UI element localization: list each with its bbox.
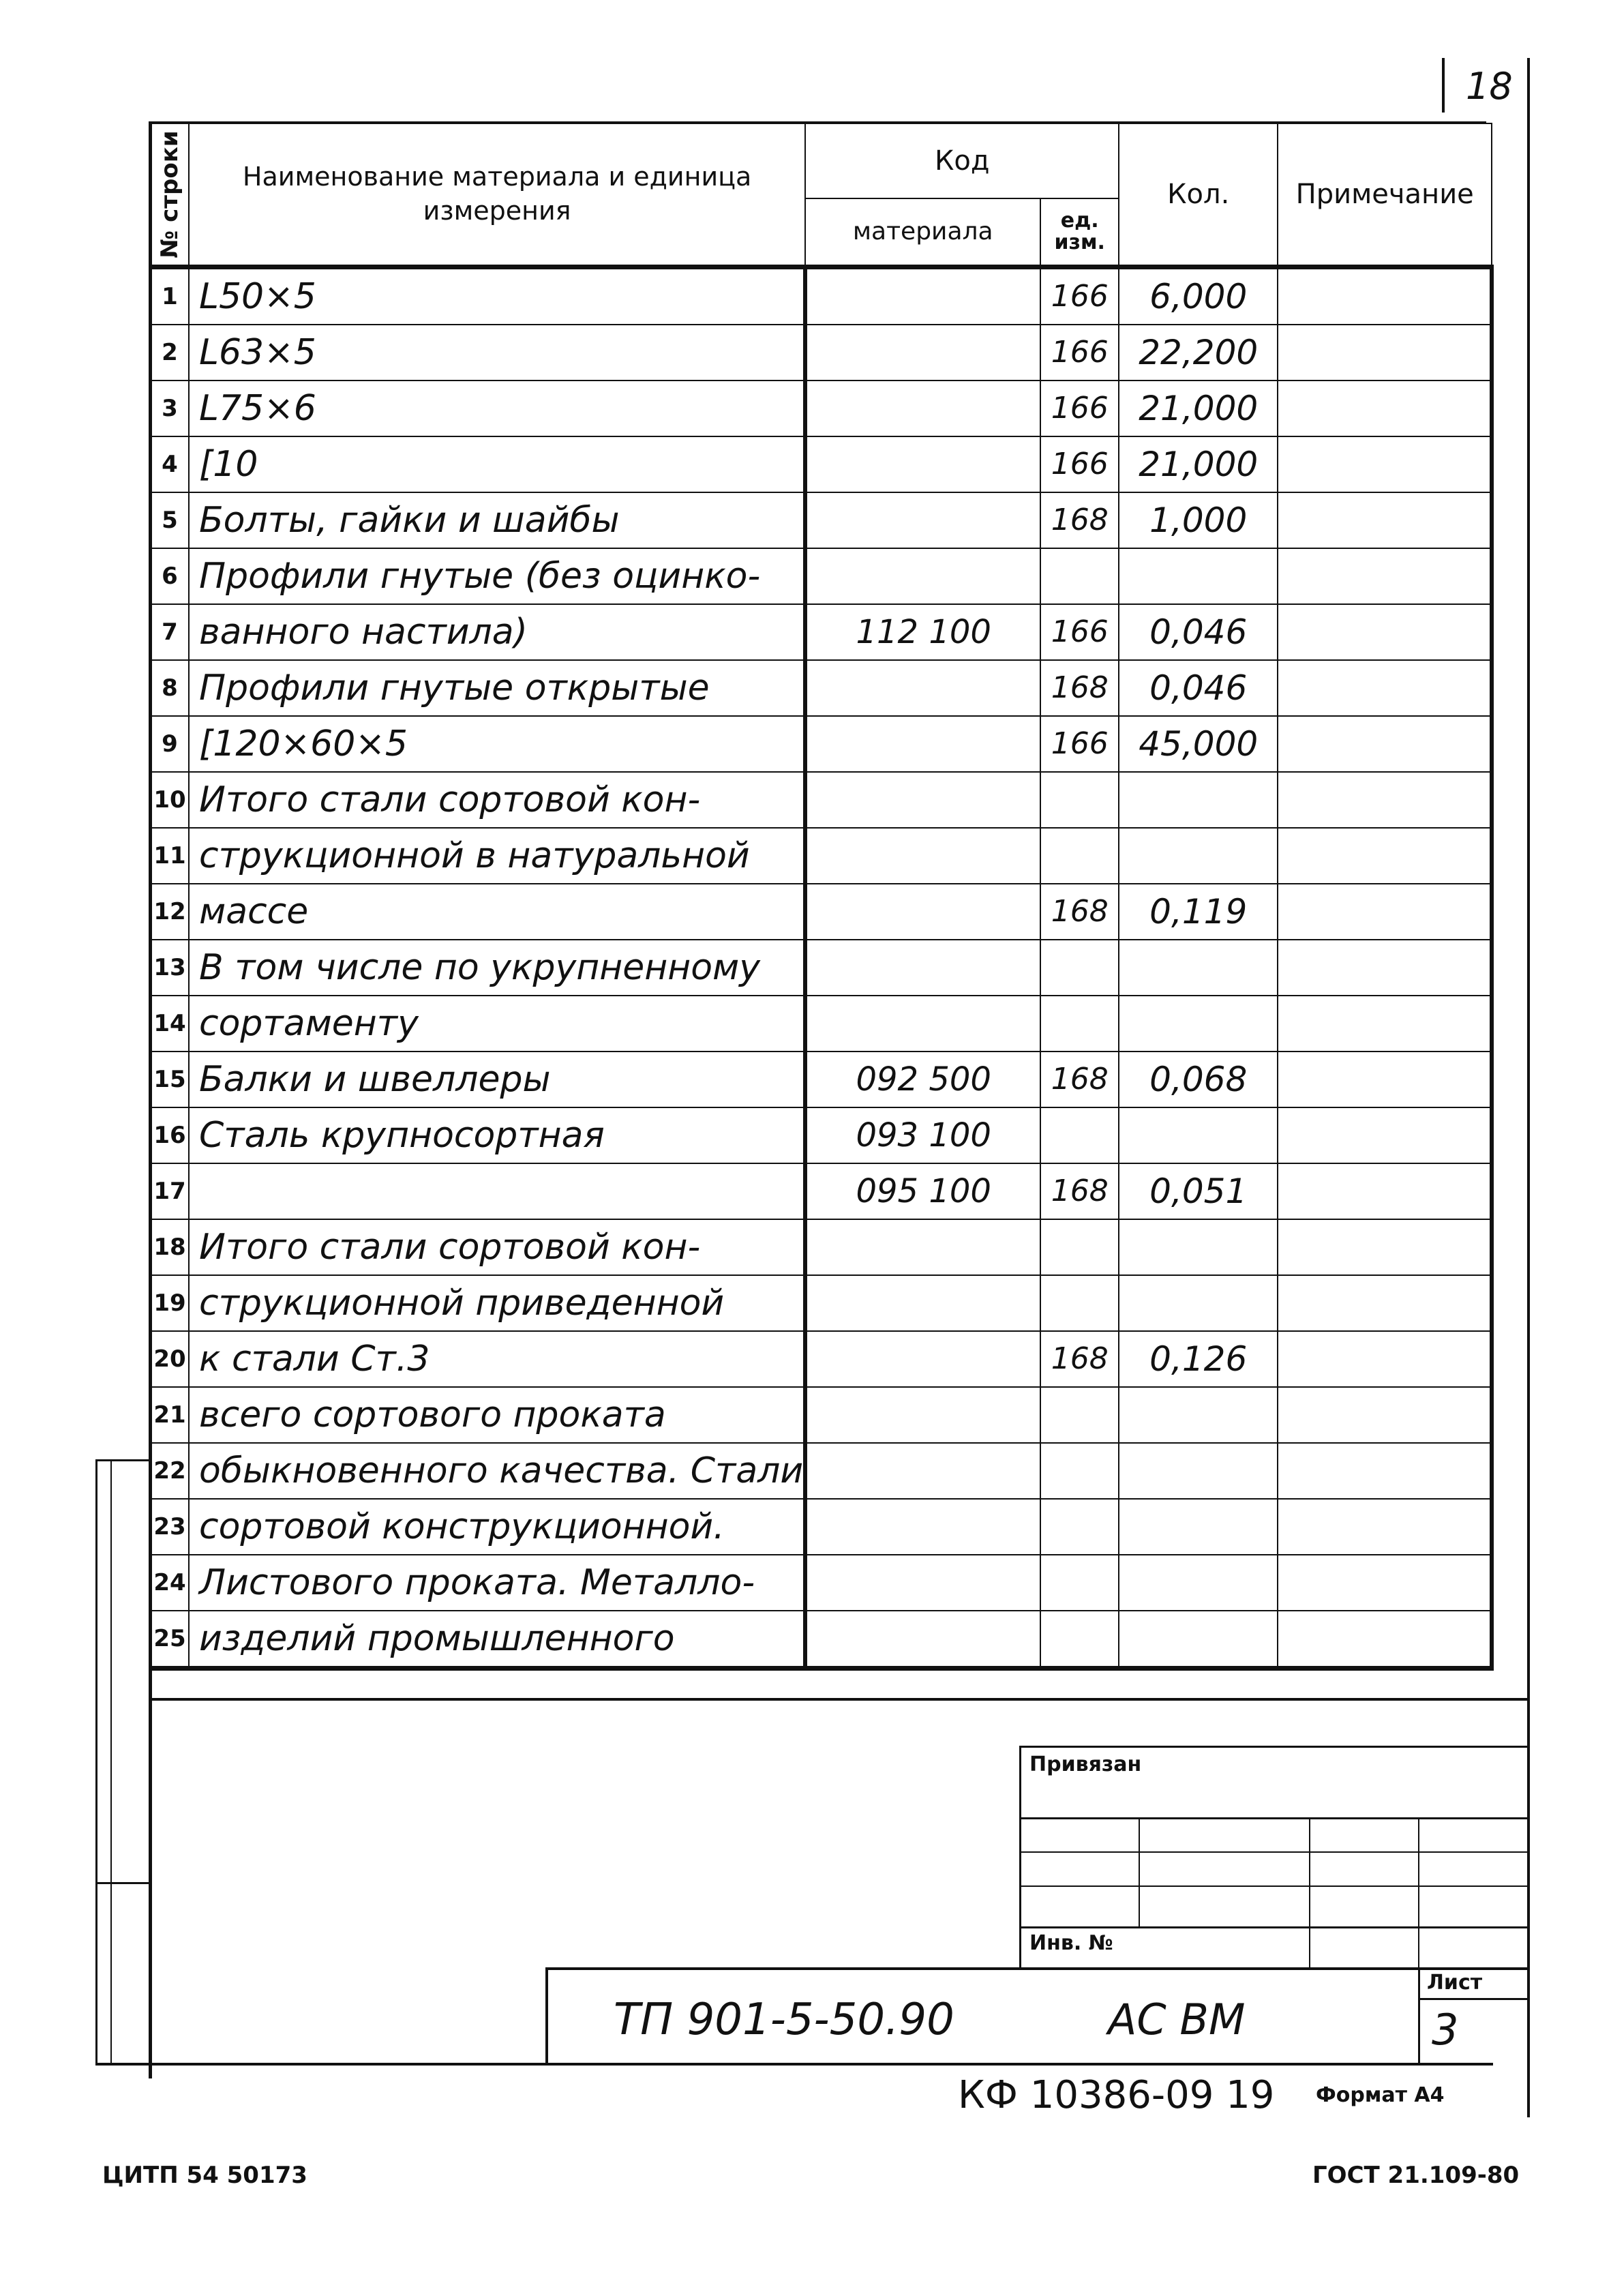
project-designation: ТП 901-5-50.90 [614,1995,954,2045]
row-number-cell: 15 [151,1052,189,1107]
note-cell [1278,492,1492,548]
unit-code-cell [1040,1275,1119,1331]
table-row [151,436,1492,492]
material-code-cell [805,1611,1040,1669]
page-number: 18 [1466,65,1513,108]
quantity-cell [1119,828,1278,884]
unit-code-cell: 168 [1040,1331,1119,1387]
table-row [151,604,1492,660]
row-number-cell: 9 [151,716,189,772]
material-name-cell: Болты, гайки и шайбы [189,492,805,548]
note-cell [1278,436,1492,492]
note-cell [1278,548,1492,604]
row-number-cell: 14 [151,996,189,1052]
row-number-cell: 13 [151,940,189,996]
header-material-name: Наименование материала и единица измерения [189,123,805,267]
material-code-cell [805,1275,1040,1331]
material-name-cell: Профили гнутые (без оцинко- [189,548,805,604]
table-row [151,1499,1492,1555]
note-cell [1278,660,1492,716]
quantity-cell [1119,1219,1278,1275]
unit-code-cell [1040,1387,1119,1443]
material-code-cell [805,1443,1040,1499]
table-row [151,828,1492,884]
note-cell [1278,996,1492,1052]
side-stamp-left [95,1459,97,2063]
table-row [151,1107,1492,1163]
unit-code-cell: 166 [1040,267,1119,325]
header-code-unit: ед. изм. [1040,198,1119,267]
table-row [151,1443,1492,1499]
material-name-cell: Листового проката. Металло- [189,1555,805,1611]
row-number-cell: 12 [151,884,189,940]
unit-code-cell: 166 [1040,604,1119,660]
quantity-cell: 0,126 [1119,1331,1278,1387]
note-cell [1278,1219,1492,1275]
material-code-cell [805,1331,1040,1387]
material-name-cell: обыкновенного качества. Стали [189,1443,805,1499]
material-name-cell: изделий промышленного [189,1611,805,1669]
row-number-cell: 22 [151,1443,189,1499]
material-name-cell: сортовой конструкционной. [189,1499,805,1555]
material-name-cell: Балки и швеллеры [189,1052,805,1107]
material-name-cell: Сталь крупносортная [189,1107,805,1163]
material-code-cell [805,940,1040,996]
note-cell [1278,1163,1492,1219]
note-cell [1278,940,1492,996]
material-name-cell: [120×60×5 [189,716,805,772]
unit-code-cell [1040,1443,1119,1499]
unit-code-cell: 166 [1040,381,1119,436]
row-number-cell: 5 [151,492,189,548]
material-name-cell: Итого стали сортовой кон- [189,1219,805,1275]
note-cell [1278,1443,1492,1499]
material-code-cell [805,996,1040,1052]
table-row [151,772,1492,828]
material-name-cell: В том числе по укрупненному [189,940,805,996]
quantity-cell [1119,1107,1278,1163]
unit-code-cell [1040,1555,1119,1611]
footer-standard: ГОСТ 21.109-80 [1312,2162,1520,2189]
bound-label: Привязан [1029,1753,1142,1776]
row-number-cell: 23 [151,1499,189,1555]
stamp-bound-top [1019,1746,1527,1748]
quantity-cell: 0,046 [1119,660,1278,716]
unit-code-cell [1040,1219,1119,1275]
row-number-cell: 19 [151,1275,189,1331]
table-row [151,716,1492,772]
material-name-cell: L63×5 [189,325,805,381]
stamp-grid-v2 [1309,1817,1310,1967]
unit-code-cell: 166 [1040,436,1119,492]
sheet-cell-divider [1418,1998,1527,2000]
note-cell [1278,1555,1492,1611]
format-label: Формат А4 [1316,2083,1445,2107]
table-row [151,267,1492,325]
note-cell [1278,1387,1492,1443]
material-code-cell: 093 100 [805,1107,1040,1163]
sheet-label: Лист [1427,1971,1483,1995]
stamp-h0 [152,1698,1527,1701]
table-row [151,1219,1492,1275]
quantity-cell [1119,1611,1278,1669]
row-number-cell: 3 [151,381,189,436]
quantity-cell [1119,548,1278,604]
quantity-cell: 0,046 [1119,604,1278,660]
row-number-cell: 20 [151,1331,189,1387]
page-number-divider [1442,58,1445,113]
table-row [151,325,1492,381]
note-cell [1278,1052,1492,1107]
unit-code-cell: 168 [1040,1163,1119,1219]
quantity-cell [1119,772,1278,828]
header-code: Код [805,123,1119,198]
note-cell [1278,884,1492,940]
material-spec-table [150,123,1494,1671]
material-code-cell [805,1555,1040,1611]
material-name-cell: Профили гнутые открытые [189,660,805,716]
note-cell [1278,828,1492,884]
side-stamp-col [110,1459,112,2063]
material-code-cell [805,325,1040,381]
note-cell [1278,1331,1492,1387]
stamp-grid-h2 [1019,1851,1527,1853]
material-name-cell: L50×5 [189,267,805,325]
title-block-top [545,1967,1527,1970]
row-number-cell: 21 [151,1387,189,1443]
row-number-cell: 10 [151,772,189,828]
stamp-grid-h1 [1019,1817,1527,1819]
unit-code-cell: 168 [1040,1052,1119,1107]
note-cell [1278,1275,1492,1331]
table-row [151,1163,1492,1219]
table-row [151,660,1492,716]
row-number-cell: 7 [151,604,189,660]
quantity-cell [1119,996,1278,1052]
material-code-cell [805,1387,1040,1443]
inventory-label: Инв. № [1029,1931,1113,1955]
row-number-cell: 11 [151,828,189,884]
material-code-cell [805,1499,1040,1555]
note-cell [1278,1107,1492,1163]
stamp-bound-left [1019,1746,1021,1967]
row-number-cell: 6 [151,548,189,604]
unit-code-cell: 166 [1040,716,1119,772]
unit-code-cell: 168 [1040,660,1119,716]
unit-code-cell [1040,1499,1119,1555]
row-number-cell: 25 [151,1611,189,1669]
material-code-cell [805,660,1040,716]
table-row [151,1275,1492,1331]
side-stamp-top [95,1459,150,1461]
row-number-cell: 4 [151,436,189,492]
material-code-cell: 095 100 [805,1163,1040,1219]
frame-right [1527,58,1530,2117]
material-name-cell: всего сортового проката [189,1387,805,1443]
unit-code-cell [1040,940,1119,996]
material-code-cell [805,884,1040,940]
header-row-number: № строки [151,123,189,267]
quantity-cell [1119,1387,1278,1443]
material-code-cell [805,436,1040,492]
quantity-cell [1119,1499,1278,1555]
stamp-grid-h3 [1019,1885,1527,1887]
quantity-cell: 45,000 [1119,716,1278,772]
table-row [151,884,1492,940]
quantity-cell: 21,000 [1119,436,1278,492]
material-code-cell [805,492,1040,548]
note-cell [1278,772,1492,828]
material-name-cell: к стали Ст.3 [189,1331,805,1387]
material-name-cell: струкционной в натуральной [189,828,805,884]
header-code-material: материала [805,198,1040,267]
material-name-cell: ванного настила) [189,604,805,660]
note-cell [1278,1499,1492,1555]
row-number-cell: 1 [151,267,189,325]
note-cell [1278,381,1492,436]
material-code-cell [805,772,1040,828]
row-number-cell: 8 [151,660,189,716]
quantity-cell: 0,051 [1119,1163,1278,1219]
material-code-cell: 092 500 [805,1052,1040,1107]
quantity-cell: 0,119 [1119,884,1278,940]
unit-code-cell [1040,996,1119,1052]
row-number-cell: 16 [151,1107,189,1163]
stamp-grid-v3 [1418,1817,1419,1967]
material-code-cell [805,548,1040,604]
material-name-cell: струкционной приведенной [189,1275,805,1331]
table-row [151,548,1492,604]
row-number-cell: 2 [151,325,189,381]
row-number-cell: 18 [151,1219,189,1275]
frame-bottom [95,2063,1493,2066]
sheet-cell-left [1418,1967,1420,2063]
table-row [151,940,1492,996]
unit-code-cell [1040,828,1119,884]
table-row [151,1611,1492,1669]
note-cell [1278,1611,1492,1669]
unit-code-cell: 166 [1040,325,1119,381]
unit-code-cell [1040,1107,1119,1163]
row-number-cell: 17 [151,1163,189,1219]
footer-print-code: ЦИТП 54 50173 [102,2162,307,2189]
table-row [151,381,1492,436]
sheet-number: 3 [1432,2005,1459,2055]
quantity-cell [1119,1443,1278,1499]
archive-number: КФ 10386-09 19 [958,2073,1275,2117]
stamp-grid-v1 [1139,1817,1140,1926]
table-row [151,492,1492,548]
quantity-cell: 1,000 [1119,492,1278,548]
material-name-cell: массе [189,884,805,940]
quantity-cell: 22,200 [1119,325,1278,381]
table-row [151,1052,1492,1107]
material-name-cell [189,1163,805,1219]
unit-code-cell: 168 [1040,884,1119,940]
material-code-cell [805,828,1040,884]
quantity-cell: 0,068 [1119,1052,1278,1107]
quantity-cell [1119,940,1278,996]
material-code-cell [805,267,1040,325]
note-cell [1278,716,1492,772]
note-cell [1278,267,1492,325]
table-row [151,996,1492,1052]
note-cell [1278,325,1492,381]
table-row [151,1387,1492,1443]
material-name-cell: Итого стали сортовой кон- [189,772,805,828]
material-name-cell: [10 [189,436,805,492]
note-cell [1278,604,1492,660]
document-code: АС ВМ [1108,1995,1246,2044]
header-quantity: Кол. [1119,123,1278,267]
unit-code-cell [1040,1611,1119,1669]
quantity-cell: 21,000 [1119,381,1278,436]
quantity-cell [1119,1275,1278,1331]
material-code-cell: 112 100 [805,604,1040,660]
side-stamp-divider [95,1882,150,1884]
unit-code-cell [1040,772,1119,828]
quantity-cell: 6,000 [1119,267,1278,325]
header-note: Примечание [1278,123,1492,267]
quantity-cell [1119,1555,1278,1611]
table-row [151,1331,1492,1387]
material-name-cell: L75×6 [189,381,805,436]
unit-code-cell: 168 [1040,492,1119,548]
material-name-cell: сортаменту [189,996,805,1052]
row-number-cell: 24 [151,1555,189,1611]
material-code-cell [805,381,1040,436]
table-row [151,1555,1492,1611]
material-code-cell [805,716,1040,772]
title-block-left [545,1967,548,2063]
material-code-cell [805,1219,1040,1275]
stamp-grid-h4 [1019,1926,1527,1928]
unit-code-cell [1040,548,1119,604]
